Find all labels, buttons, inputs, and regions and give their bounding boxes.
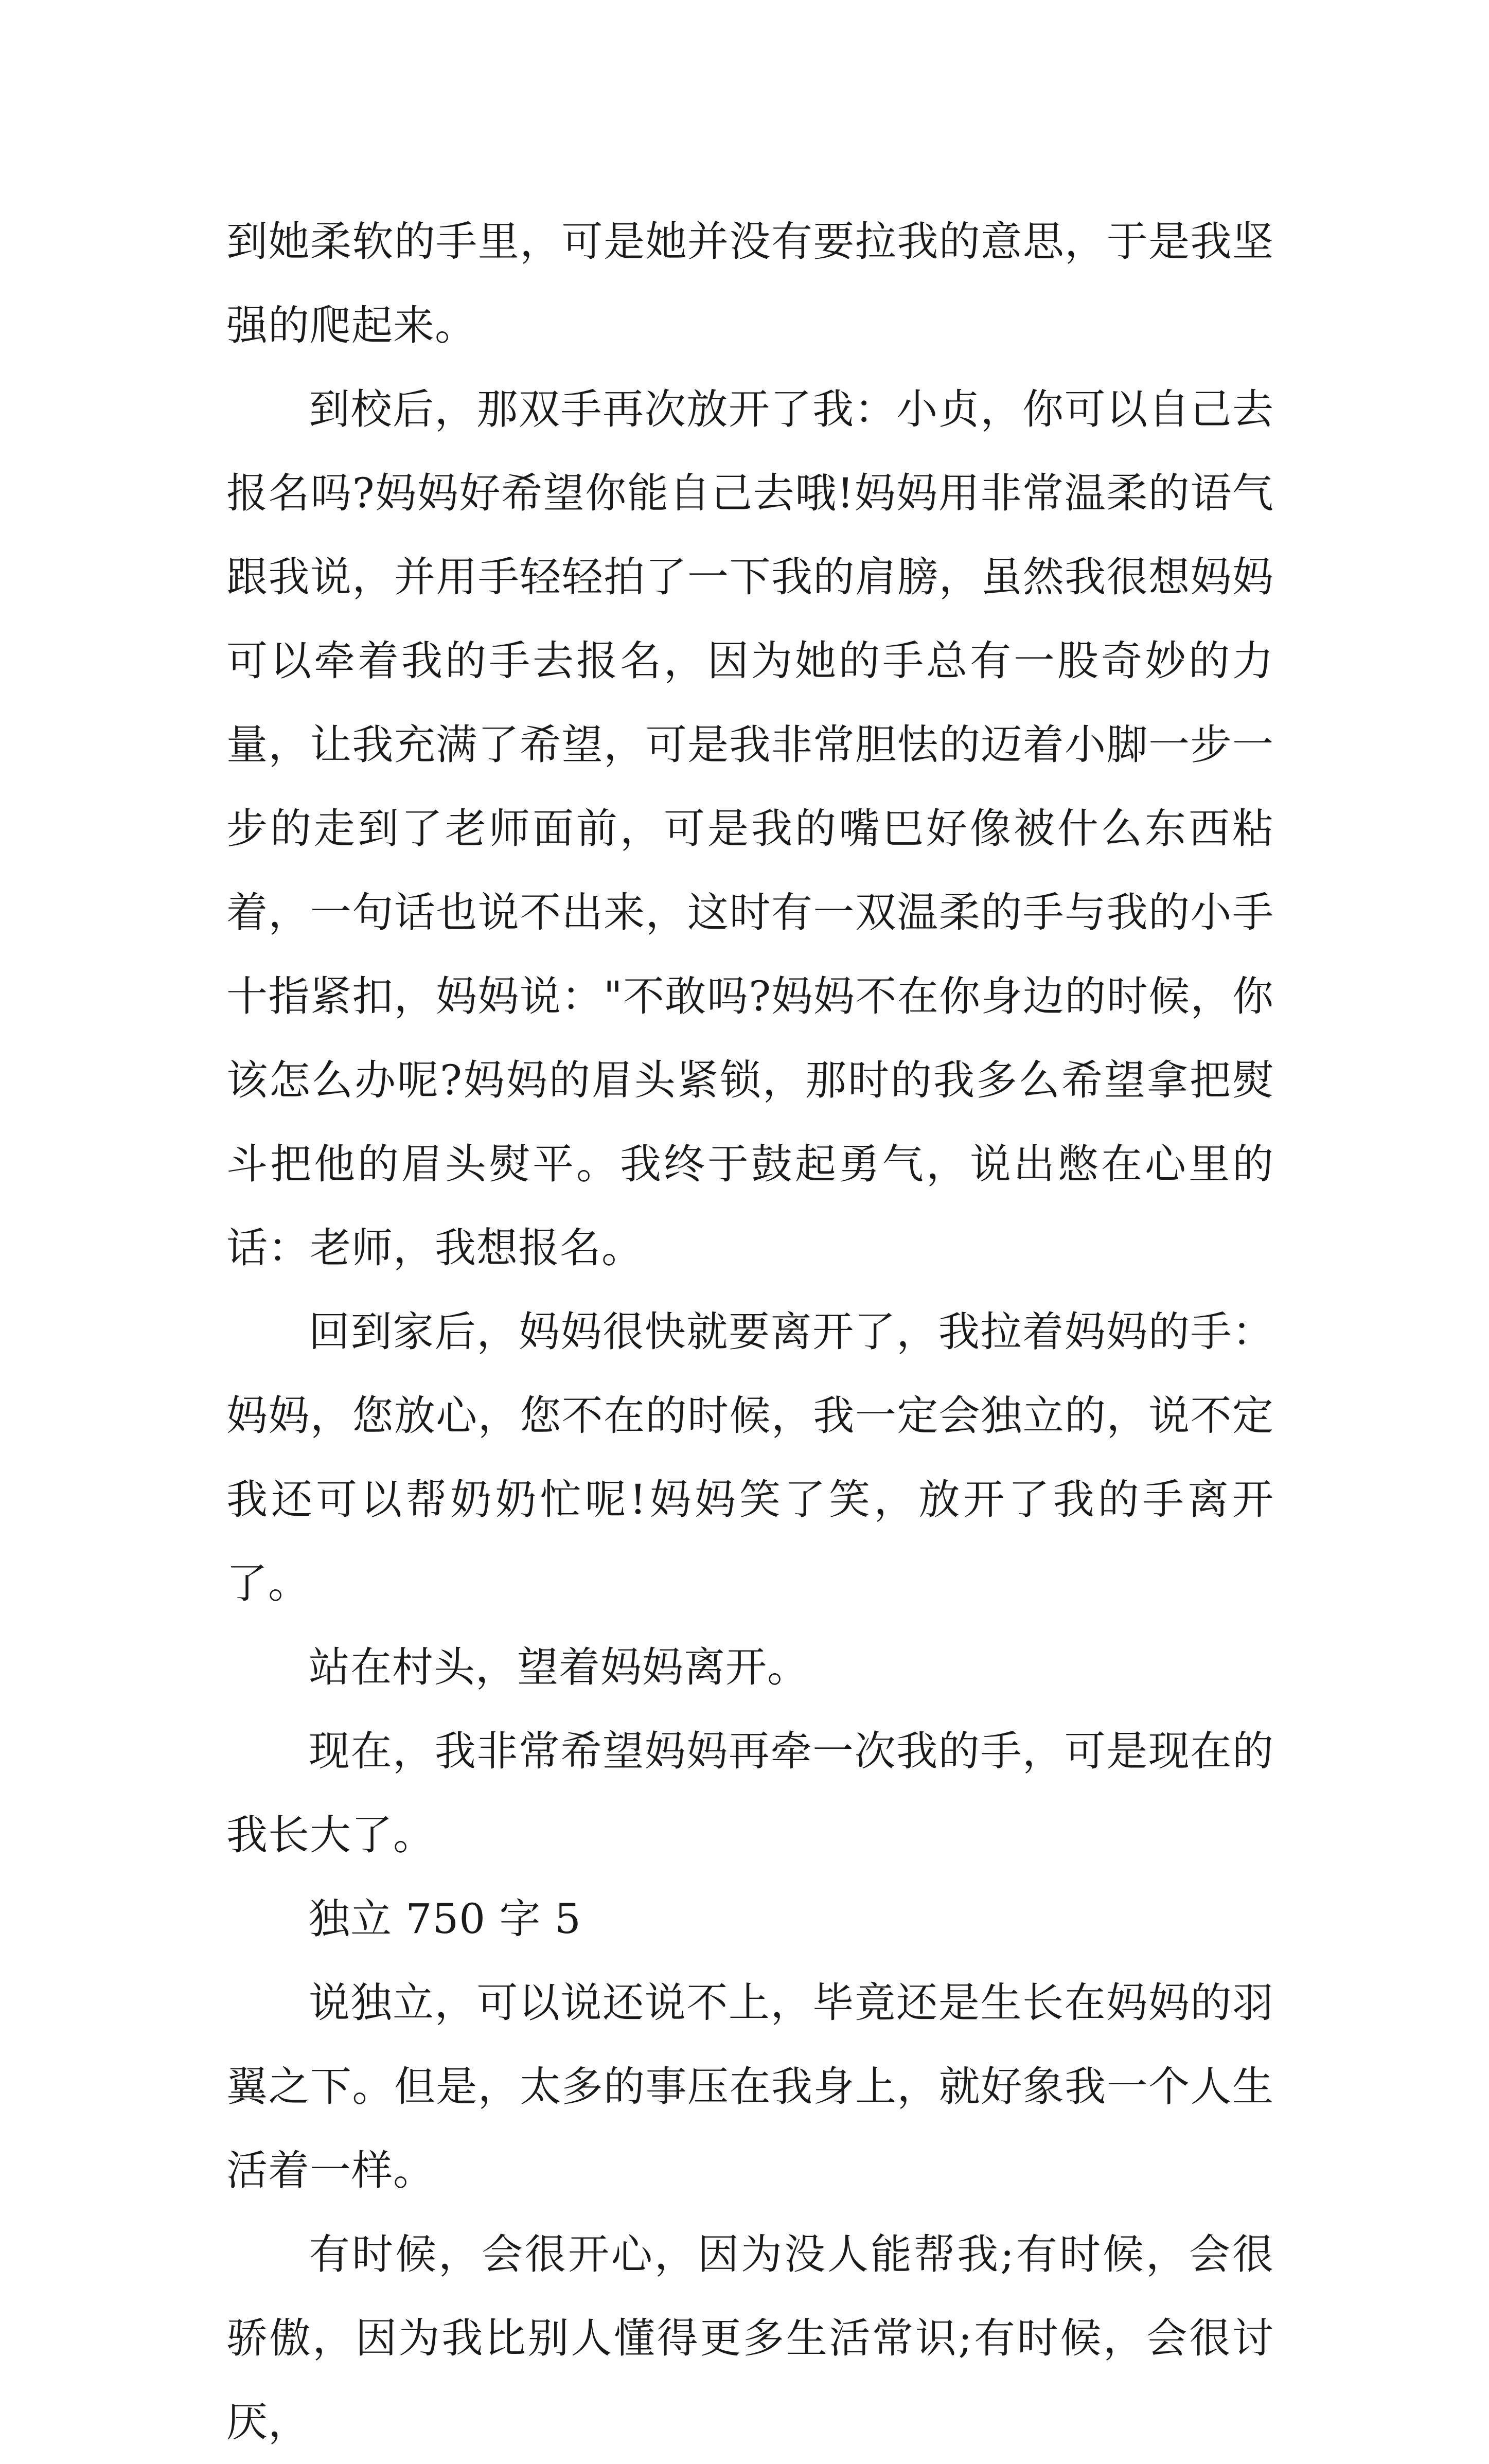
section-heading: 独立 750 字 5 (309, 1895, 581, 1943)
paragraph-home: 回到家后，妈妈很快就要离开了，我拉着妈妈的手：妈妈，您放心，您不在的时候，我一定会独立的，说不定我还可以帮奶奶忙呢!妈妈笑了笑，放开了我的手离开了。 (226, 1308, 1274, 1607)
paragraph-independence: 说独立，可以说还说不上，毕竟还是生长在妈妈的羽翼之下。但是，太多的事压在我身上，就好象我一个人生活着一样。 (226, 1979, 1274, 2194)
paragraph-continuation: 到她柔软的手里，可是她并没有要拉我的意思，于是我坚强的爬起来。 (226, 218, 1274, 349)
paragraph-village: 站在村头，望着妈妈离开。 (309, 1643, 809, 1691)
paragraph-registration: 到校后，那双手再次放开了我：小贞，你可以自己去报名吗?妈妈好希望你能自己去哦!妈妈用非常温柔的语气跟我说，并用手轻轻拍了一下我的肩膀，虽然我很想妈妈可以牵着我的手去报名，因为她的手总有一股奇妙的力量，让我充满了希望，可是我非常胆怯的迈着小脚一步一步的走到了老师面前，可是我的嘴巴好像被什么东西粘着，一句话也说不出来，这时有一双温柔的手与我的小手十指紧扣，妈妈说："不敢吗?妈妈不在你身边的时候，你该怎么办呢?妈妈的眉头紧锁，那时的我多么希望拿把熨斗把他的眉头熨平。我终于鼓起勇气，说出憋在心里的话：老师，我想报名。 (226, 385, 1274, 1272)
paragraph-sometimes: 有时候，会很开心，因为没人能帮我;有时候，会很骄傲，因为我比别人懂得更多生活常识;有时候，会很讨厌， (226, 2230, 1274, 2446)
document-body (226, 200, 1274, 2464)
paragraph-now: 现在，我非常希望妈妈再牵一次我的手，可是现在的我长大了。 (226, 1727, 1274, 1859)
